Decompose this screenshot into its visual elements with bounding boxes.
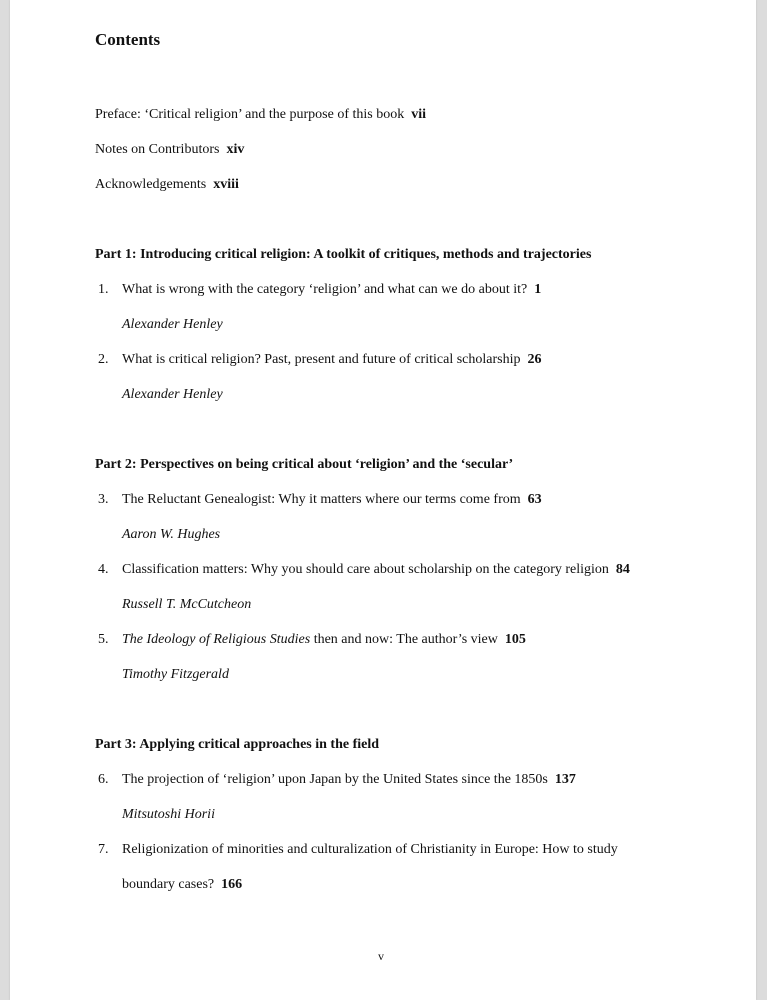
chapter-title-italic: The Ideology of Religious Studies [122, 632, 311, 647]
chapter-number: 2. [98, 352, 109, 367]
chapter-title-text: The projection of ‘religion’ upon Japan by the United States since the 1850s [122, 772, 548, 787]
chapter-7-title-line-1: Religionization of minorities and culturalization of Christianity in Europe: How to study [122, 842, 618, 857]
chapter-3-author: Aaron W. Hughes [122, 527, 221, 542]
chapter-number: 1. [98, 282, 109, 297]
entry-title: Notes on Contributors [95, 142, 220, 157]
chapter-4-title [122, 562, 630, 578]
part-3-heading: Part 3: Applying critical approaches in the field [95, 737, 380, 752]
chapter-6-author: Mitsutoshi Horii [122, 807, 215, 822]
chapter-2-author: Alexander Henley [122, 387, 223, 402]
front-matter-acknowledgements [95, 177, 239, 193]
chapter-title-text: Classification matters: Why you should care about scholarship on the category religion [122, 562, 609, 577]
page-folio: v [378, 949, 384, 963]
chapter-4-author: Russell T. McCutcheon [122, 597, 252, 612]
part-2-heading: Part 2: Perspectives on being critical about ‘religion’ and the ‘secular’ [95, 457, 514, 472]
chapter-7-title-line-2 [122, 877, 242, 893]
book-page [10, 0, 756, 1000]
page-number: 105 [504, 632, 526, 647]
chapter-title-text: boundary cases? [122, 877, 215, 892]
page-number: 26 [527, 352, 542, 367]
chapter-number: 3. [98, 492, 109, 507]
chapter-1-title [122, 282, 541, 298]
page-number: 84 [615, 562, 630, 577]
chapter-number: 5. [98, 632, 109, 647]
page-number: 1 [534, 282, 542, 297]
chapter-3-title [122, 492, 542, 508]
chapter-number: 6. [98, 772, 109, 787]
page-number: 166 [221, 877, 243, 892]
chapter-5-title [122, 632, 526, 648]
page-number: 63 [527, 492, 542, 507]
contents-heading: Contents [95, 30, 161, 49]
part-1-heading: Part 1: Introducing critical religion: A toolkit of critiques, methods and trajectories [95, 247, 592, 262]
front-matter-contributors [95, 142, 244, 158]
page-number: vii [411, 107, 426, 122]
chapter-5-author: Timothy Fitzgerald [122, 667, 229, 682]
chapter-title-text: What is wrong with the category ‘religion’ and what can we do about it? [122, 282, 528, 297]
page-number: xviii [213, 177, 239, 192]
chapter-2-title [122, 352, 541, 368]
page-number: 137 [554, 772, 576, 787]
chapter-title-text: then and now: The author’s view [310, 632, 498, 647]
entry-title: Acknowledgements [95, 177, 207, 192]
entry-title: Preface: ‘Critical religion’ and the purpose of this book [95, 107, 405, 122]
chapter-6-title [122, 772, 576, 788]
chapter-number: 7. [98, 842, 109, 857]
chapter-number: 4. [98, 562, 109, 577]
chapter-1-author: Alexander Henley [122, 317, 223, 332]
chapter-title-text: What is critical religion? Past, present and future of critical scholarship [122, 352, 521, 367]
chapter-title-text: The Reluctant Genealogist: Why it matters where our terms come from [122, 492, 521, 507]
front-matter-preface [95, 107, 426, 123]
page-number: xiv [226, 142, 245, 157]
